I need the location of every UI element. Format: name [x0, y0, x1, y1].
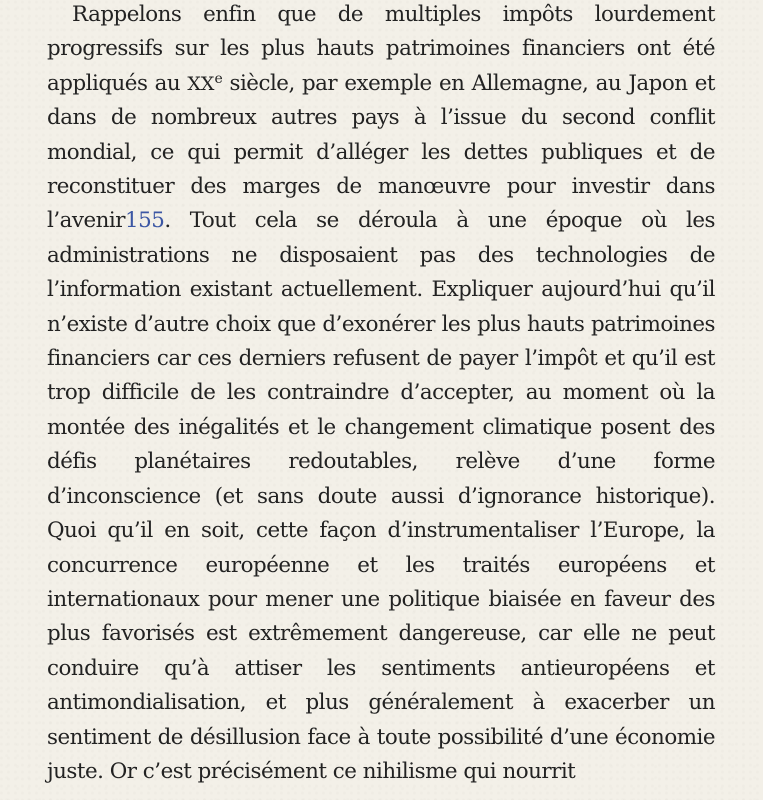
footnote-link[interactable]: 155 — [124, 208, 165, 234]
century-superscript: e — [214, 70, 223, 87]
century-numeral: XX — [187, 72, 215, 95]
body-paragraph — [47, 0, 715, 789]
paragraph-text-part3: . Tout cela se déroula à une époque où les administrations ne disposaient pas des technologies de l’information existant actuellement. Expliquer aujourd’hui qu’il n’existe d’autre choix que d’exonérer les plus hauts patrimoines financiers car ces derniers refusent de payer l’impôt et qu’il est trop difficile de les contraindre d’accepter, au moment où la montée des inégalités et le changement climatique posent des défis planétaires redoutables, relève d’une forme d’inconscience (et sans doute aussi d’ignorance historique). Quoi qu’il en soit, cette façon d’instrumentaliser l’Europe, la concurrence européenne et les traités européens et internationaux pour mener une politique biaisée en faveur des plus favorisés est extrêmement dangereuse, car elle ne peut conduire qu’à attiser les sentiments antieuropéens et antimondialisation, et plus généralement à exacerber un sentiment de désillusion face à toute possibilité d’une économie juste. Or c’est précisément ce nihilisme qui nourrit — [47, 208, 715, 784]
paragraph-text-part2: siècle, par exemple en Allemagne, au Japon et dans de nombreux autres pays à l’issue du second conflit mondial, ce qui permit d’alléger les dettes publiques et de reconstituer des marges de manœuvre pour investir dans l’avenir — [47, 70, 715, 234]
paragraph-text-part1: Rappelons enfin que de multiples impôts lourdement progressifs sur les plus hauts patrimoines financiers ont été appliqués au — [47, 2, 715, 96]
